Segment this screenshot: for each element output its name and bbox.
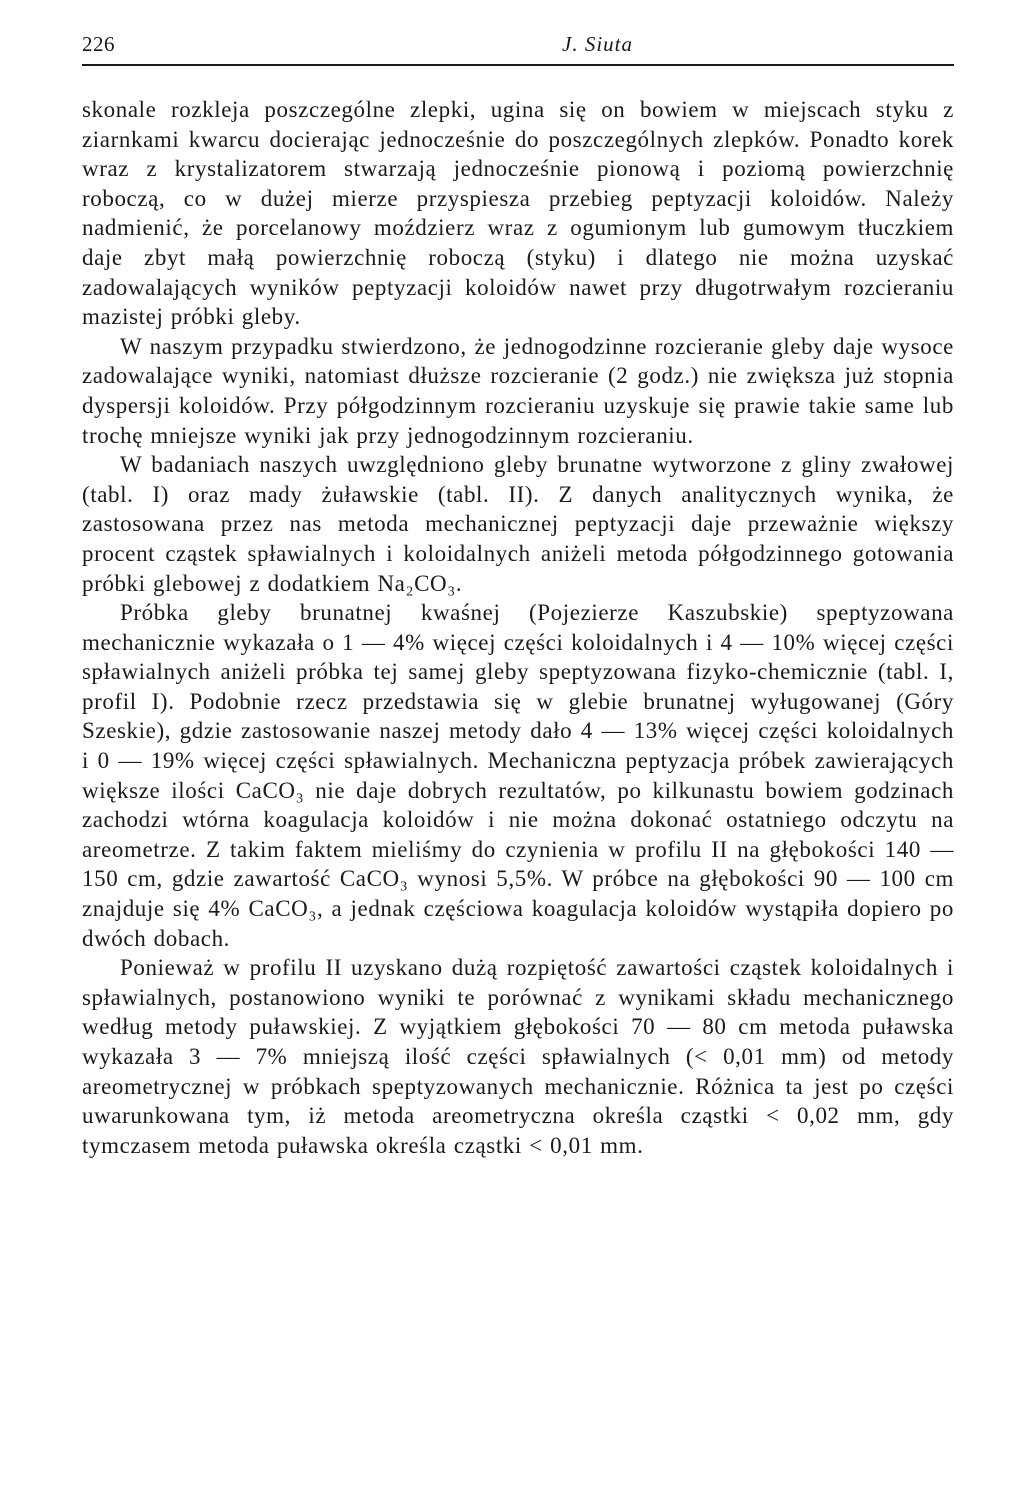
paragraph-4: Próbka gleby brunatnej kwaśnej (Pojezierze Kaszubskie) speptyzowana mechanicznie wykazała o 1 — 4% więcej części koloidalnych i 4 — 10% więcej części spławialnych aniżeli próbka tej samej gleby speptyzowana fizyko-chemicznie (tabl. I, profil I). Podobnie rzecz przedstawia się w glebie brunatnej wyługowanej (Góry Szeskie), gdzie zastosowanie naszej metody dało 4 — 13% więcej części koloidalnych i 0 — 19% więcej części spławialnych. Mechaniczna peptyzacja próbek zawierających większe ilości CaCO₃ nie daje dobrych rezultatów, po kilkunastu bowiem godzinach zachodzi wtórna koagulacja koloidów i nie można dokonać ostatniego odczytu na areometrze. Z takim faktem mieliśmy do czynienia w profilu II na głębokości 140 — 150 cm, gdzie zawartość CaCO₃ wynosi 5,5%. W próbce na głębokości 90 — 100 cm znajduje się 4% CaCO₃, a jednak częściowa koagulacja koloidów wystąpiła dopiero po dwóch dobach. xyxy=(82,600,954,951)
paragraph-5: Ponieważ w profilu II uzyskano dużą rozpiętość zawartości cząstek koloidalnych i spławialnych, postanowiono wyniki te porównać z wynikami składu mechanicznego według metody puławskiej. Z wyjątkiem głębokości 70 — 80 cm metoda puławska wykazała 3 — 7% mniejszą ilość części spławialnych (< 0,01 mm) od metody areometrycznej w próbkach speptyzowanych mechanicznie. Różnica ta jest po części uwarunkowana tym, iż metoda areometryczna określa cząstki < 0,02 mm, gdy tymczasem metoda puławska określa cząstki < 0,01 mm. xyxy=(82,955,954,1158)
header-rule xyxy=(82,64,954,66)
page-number: 226 xyxy=(82,32,115,56)
running-head xyxy=(82,26,954,66)
paragraph-1: skonale rozkleja poszczególne zlepki, ugina się on bowiem w miejscach styku z ziarnkami kwarcu docierając jednocześnie do poszczególnych zlepków. Ponadto korek wraz z krystalizatorem stwarzają jednocześnie pionową i poziomą powierzchnię roboczą, co w dużej mierze przyspiesza przebieg peptyzacji koloidów. Należy nadmienić, że porcelanowy moździerz wraz z ogumionym lub gumowym tłuczkiem daje zbyt małą powierzchnię roboczą (styku) i dlatego nie można uzyskać zadowalających wyników peptyzacji koloidów nawet przy długotrwałym rozcieraniu mazistej próbki gleby. xyxy=(82,97,954,330)
running-head-author: J. Siuta xyxy=(562,32,633,56)
body-text xyxy=(82,95,954,1160)
paragraph-3: W badaniach naszych uwzględniono gleby brunatne wytworzone z gliny zwałowej (tabl. I) oraz mady żuławskie (tabl. II). Z danych analitycznych wynika, że zastosowana przez nas metoda mechanicznej peptyzacji daje przeważnie większy procent cząstek spławialnych i koloidalnych aniżeli metoda półgodzinnego gotowania próbki glebowej z dodatkiem Na₂CO₃. xyxy=(82,452,954,596)
paragraph-2: W naszym przypadku stwierdzono, że jednogodzinne rozcieranie gleby daje wysoce zadowalające wyniki, natomiast dłuższe rozcieranie (2 godz.) nie zwiększa już stopnia dyspersji koloidów. Przy półgodzinnym rozcieraniu uzyskuje się prawie takie same lub trochę mniejsze wyniki jak przy jednogodzinnym rozcieraniu. xyxy=(82,333,954,448)
